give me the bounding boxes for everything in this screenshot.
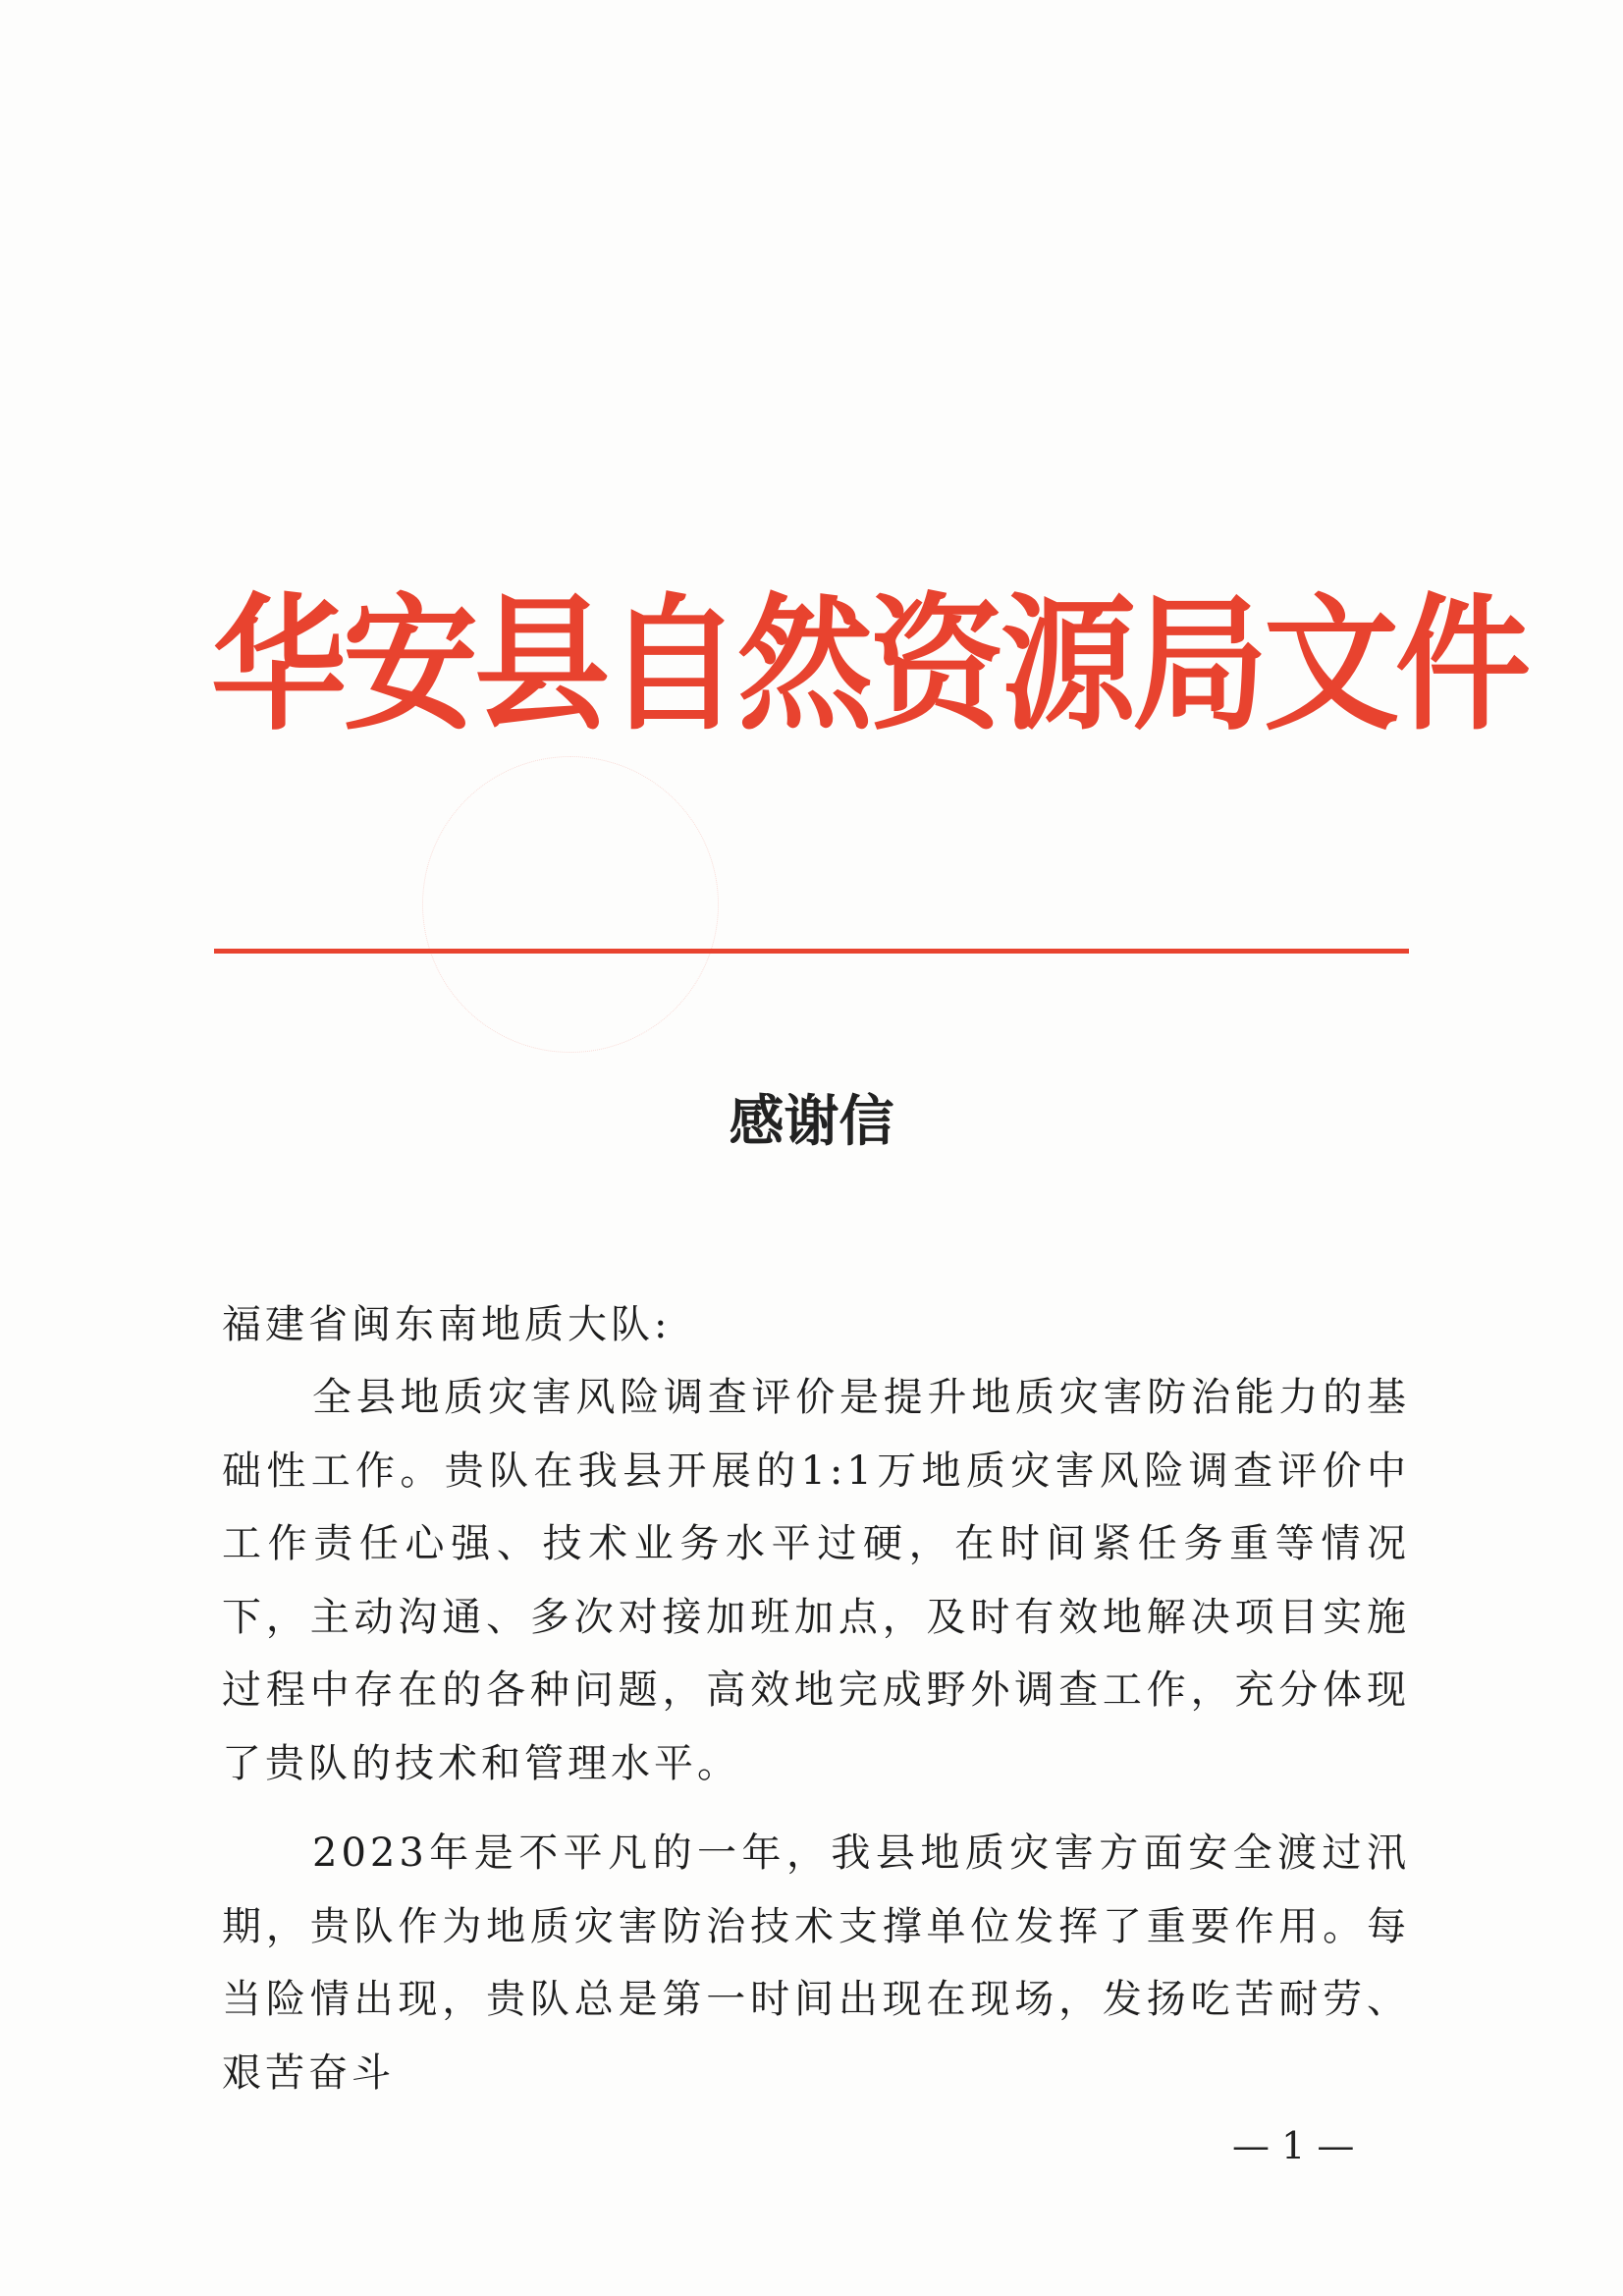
masthead-title: 华安县自然资源局文件 [211, 577, 1528, 751]
faint-seal-impression [422, 756, 719, 1053]
red-divider-line [214, 949, 1409, 954]
body-paragraph-2: 2023年是不平凡的一年，我县地质灾害方面安全渡过汛期，贵队作为地质灾害防治技术支撑单位发挥了重要作用。每当险情出现，贵队总是第一时间出现在现场，发扬吃苦耐劳、艰苦奋斗 [222, 1831, 1410, 2096]
document-title: 感谢信 [729, 1090, 894, 1154]
salutation: 福建省闽东南地质大队: [222, 1302, 672, 1347]
body-paragraph-1: 全县地质灾害风险调查评价是提升地质灾害防治能力的基础性工作。贵队在我县开展的1:1万地质灾害风险调查评价中工作责任心强、技术业务水平过硬，在时间紧任务重等情况下，主动沟通、多次对接加班加点，及时有效地解决项目实施过程中存在的各种问题，高效地完成野外调查工作，充分体现了贵队的技术和管理水平。 [222, 1375, 1410, 1786]
page-number: — 1 — [1232, 2124, 1355, 2167]
